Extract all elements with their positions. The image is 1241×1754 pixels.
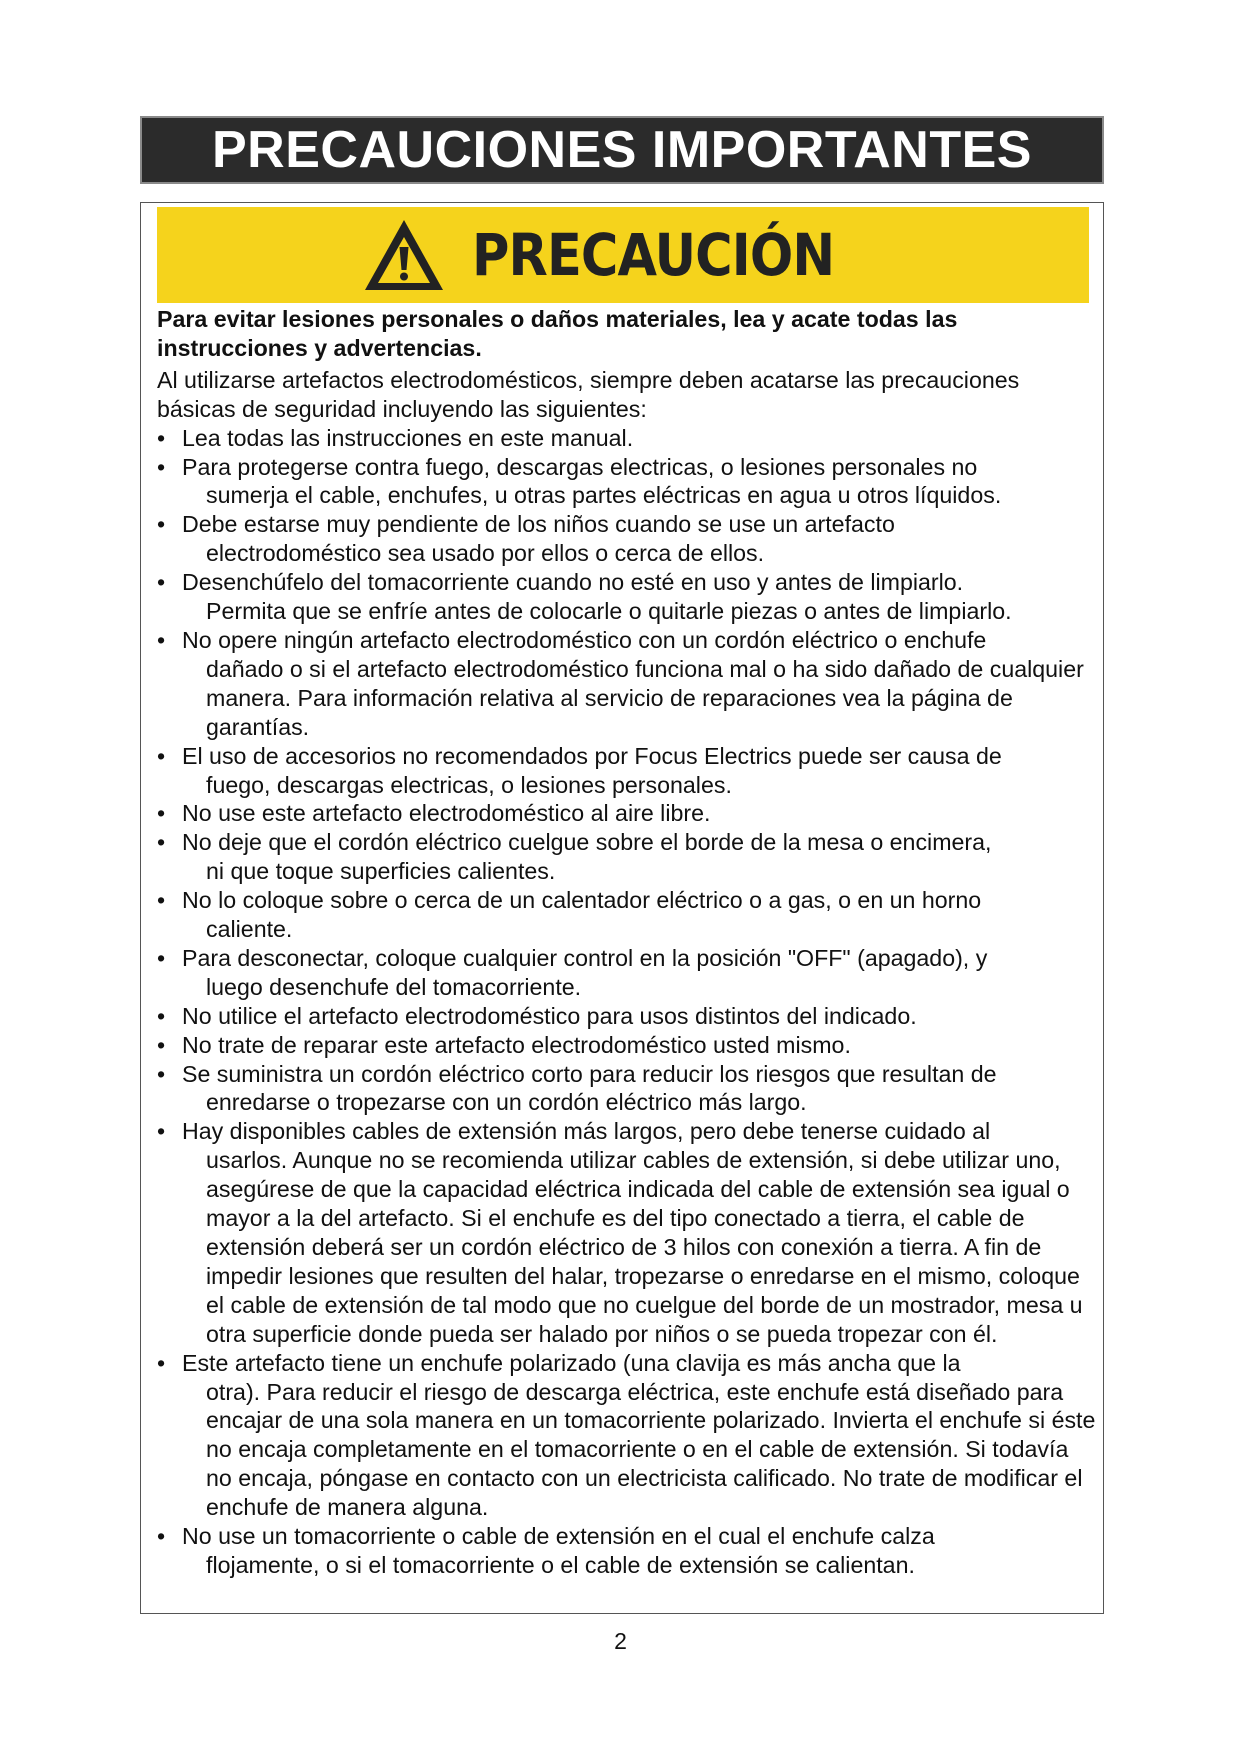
list-item: • No use este artefacto electrodoméstico al aire libre.: [157, 799, 1097, 828]
list-item: • No use un tomacorriente o cable de extensión en el cual el enchufe calza flojamente, o si el tomacorriente o el cable de extensión se calientan.: [157, 1522, 1097, 1580]
list-item: • No trate de reparar este artefacto electrodoméstico usted mismo.: [157, 1031, 1097, 1060]
list-item: • Para protegerse contra fuego, descargas electricas, o lesiones personales no sumerja el cable, enchufes, u otras partes eléctricas en agua u otros líquidos.: [157, 453, 1097, 511]
precaution-list: [157, 424, 1097, 1580]
list-item: • No deje que el cordón eléctrico cuelgue sobre el borde de la mesa o encimera, ni que toque superficies calientes.: [157, 828, 1097, 886]
list-item: • Para desconectar, coloque cualquier control en la posición "OFF" (apagado), y luego desenchufe del tomacorriente.: [157, 944, 1097, 1002]
list-item: • Se suministra un cordón eléctrico corto para reducir los riesgos que resultan de enredarse o tropezarse con un cordón eléctrico más largo.: [157, 1060, 1097, 1118]
lead-text: Para evitar lesiones personales o daños materiales, lea y acate todas las instrucciones y advertencias.: [157, 306, 958, 361]
page-number: 2: [614, 1628, 627, 1654]
list-item: • No utilice el artefacto electrodoméstico para usos distintos del indicado.: [157, 1002, 1097, 1031]
page-title: PRECAUCIONES IMPORTANTES: [212, 121, 1032, 179]
content: [157, 303, 1097, 1580]
warning-triangle-icon: [362, 217, 446, 293]
list-item: • Este artefacto tiene un enchufe polarizado (una clavija es más ancha que la otra). Para reducir el riesgo de descarga eléctrica, este enchufe está diseñado para encajar de una sola manera en un tomacorriente polarizado. Invierta el enchufe si éste no encaja completamente en el tomacorriente o en el cable de extensión. Si todavía no encaja, póngase en contacto con un electricista calificado. No trate de modificar el enchufe de manera alguna.: [157, 1349, 1097, 1522]
list-item: • No opere ningún artefacto electrodoméstico con un cordón eléctrico o enchufe dañado o si el artefacto electrodoméstico funciona mal o ha sido dañado de cualquier manera. Para información relativa al servicio de reparaciones vea la página de garantías.: [157, 626, 1097, 742]
caution-label: PRECAUCIÓN: [472, 221, 835, 289]
list-item: • Lea todas las instrucciones en este manual.: [157, 424, 1097, 453]
caution-banner: [157, 207, 1089, 303]
list-item: • Desenchúfelo del tomacorriente cuando no esté en uso y antes de limpiarlo. Permita que se enfríe antes de colocarle o quitarle piezas o antes de limpiarlo.: [157, 568, 1097, 626]
list-item: • No lo coloque sobre o cerca de un calentador eléctrico o a gas, o en un horno caliente.: [157, 886, 1097, 944]
title-bar: [140, 116, 1104, 184]
list-item: • El uso de accesorios no recomendados por Focus Electrics puede ser causa de fuego, descargas electricas, o lesiones personales.: [157, 742, 1097, 800]
list-item: • Debe estarse muy pendiente de los niños cuando se use un artefacto electrodoméstico sea usado por ellos o cerca de ellos.: [157, 510, 1097, 568]
intro-text: Al utilizarse artefactos electrodomésticos, siempre deben acatarse las precauciones básicas de seguridad incluyendo las siguientes:: [157, 366, 1020, 422]
list-item: • Hay disponibles cables de extensión más largos, pero debe tenerse cuidado al usarlos. Aunque no se recomienda utilizar cables de extensión, si debe utilizar uno, asegúrese de que la capacidad eléctrica indicada del cable de extensión sea igual o mayor a la del artefacto. Si el enchufe es del tipo conectado a tierra, el cable de extensión deberá ser un cordón eléctrico de 3 hilos con conexión a tierra. A fin de impedir lesiones que resulten del halar, tropezarse o enredarse en el mismo, coloque el cable de extensión de tal modo que no cuelgue del borde de un mostrador, mesa u otra superficie donde pueda ser halado por niños o se pueda tropezar con él.: [157, 1117, 1097, 1348]
precautions-box: [140, 202, 1104, 1614]
